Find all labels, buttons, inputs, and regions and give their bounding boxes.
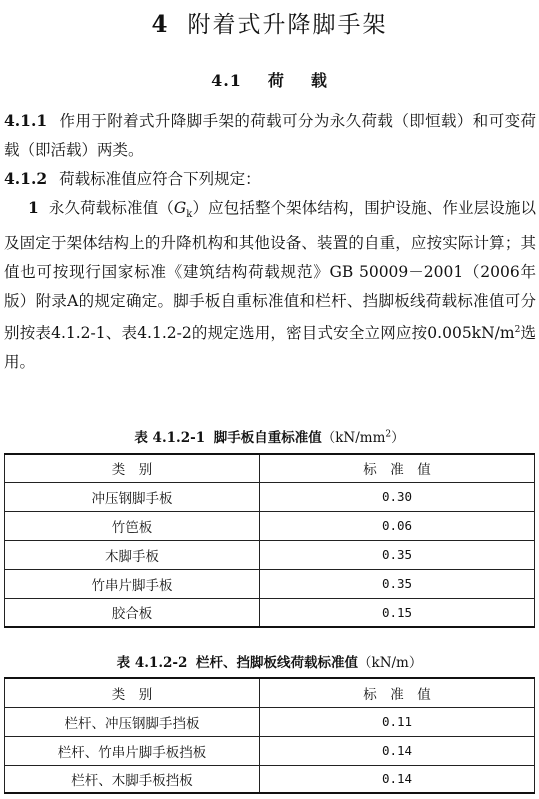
- table-header-row: [5, 678, 535, 707]
- row-value: 0.35: [260, 569, 535, 598]
- table-row: [5, 511, 535, 540]
- table2-caption: [0, 651, 539, 671]
- unit-superscript: 2: [514, 325, 521, 336]
- table-row: [5, 540, 535, 569]
- table1-unit-end: ）: [391, 430, 405, 446]
- row-category: 栏杆、竹串片脚手板挡板: [5, 736, 260, 765]
- table2-number: 表 4.1.2-2: [116, 655, 188, 671]
- section-title-a: 荷: [267, 71, 285, 90]
- table-row: [5, 569, 535, 598]
- row-value: 0.35: [260, 540, 535, 569]
- clause-number: 4.1.2: [4, 169, 48, 188]
- chapter-number: 4: [151, 11, 170, 38]
- table1-number: 表 4.1.2-1: [134, 430, 206, 446]
- table2-title: 栏杆、挡脚板线荷载标准值: [196, 655, 359, 671]
- row-value: 0.30: [260, 482, 535, 511]
- clause-number: 4.1.1: [4, 111, 48, 130]
- table-row: [5, 765, 535, 793]
- clause-text: 作用于附着式升降脚手架的荷载可分为永久荷载（即恒载）和可变荷载（即活载）两类。: [4, 112, 536, 159]
- row-value: 0.14: [260, 765, 535, 793]
- item-text-before: 永久荷载标准值（: [48, 199, 174, 217]
- chapter-title: 附着式升降脚手架: [187, 12, 388, 38]
- item-text-end: 选用。: [4, 324, 536, 372]
- item-text-after: ）应包括整个架体结构，围护设施、作业层设施以及固定于架体结构上的升降机构和其他设备、装置的自重，应按实际计算；其值也可按现行国家标准《建筑结构荷载规范》GB 50009－2001（2006年版）附录A的规定确定。脚手板自重标准值和栏杆、挡脚板线荷载标准值可分别按表4.1.2-1、表4.1.2-2的规定选用，密目式安全立网应按0.005kN/m: [4, 199, 536, 343]
- table-row: [5, 482, 535, 511]
- table1-caption: [0, 426, 539, 446]
- header-category: 类 别: [5, 454, 260, 482]
- header-value: 标 准 值: [260, 454, 535, 482]
- row-value: 0.14: [260, 736, 535, 765]
- item-number: 1: [28, 198, 39, 217]
- clause-text: 荷载标准值应符合下列规定：: [59, 170, 261, 188]
- row-category: 竹笆板: [5, 511, 260, 540]
- section-title-b: 载: [310, 71, 328, 90]
- table-row: [5, 707, 535, 736]
- row-category: 竹串片脚手板: [5, 569, 260, 598]
- section-number: 4.1: [211, 71, 242, 90]
- section-heading: [0, 68, 539, 91]
- row-category: 木脚手板: [5, 540, 260, 569]
- clause-item-1: [4, 193, 536, 377]
- clause-4-1-2: [4, 164, 536, 194]
- table-railing-line-load: [4, 677, 535, 794]
- header-value: 标 准 值: [260, 678, 535, 707]
- table2-unit: （kN/m）: [358, 655, 423, 671]
- row-value: 0.15: [260, 598, 535, 627]
- table1-unit-sup: 2: [385, 429, 392, 440]
- symbol: G: [173, 199, 187, 217]
- table1-title: 脚手板自重标准值: [213, 430, 322, 446]
- table-row: [5, 598, 535, 627]
- header-category: 类 别: [5, 678, 260, 707]
- row-category: 栏杆、冲压钢脚手挡板: [5, 707, 260, 736]
- symbol-subscript: k: [186, 209, 193, 221]
- row-category: 冲压钢脚手板: [5, 482, 260, 511]
- clause-4-1-1: [4, 106, 536, 165]
- table-scaffold-board-weight: [4, 453, 535, 628]
- row-value: 0.11: [260, 707, 535, 736]
- row-category: 胶合板: [5, 598, 260, 627]
- table-header-row: [5, 454, 535, 482]
- chapter-heading: [0, 6, 539, 39]
- row-value: 0.06: [260, 511, 535, 540]
- row-category: 栏杆、木脚手板挡板: [5, 765, 260, 793]
- table1-unit: （kN/mm: [321, 430, 386, 446]
- table-row: [5, 736, 535, 765]
